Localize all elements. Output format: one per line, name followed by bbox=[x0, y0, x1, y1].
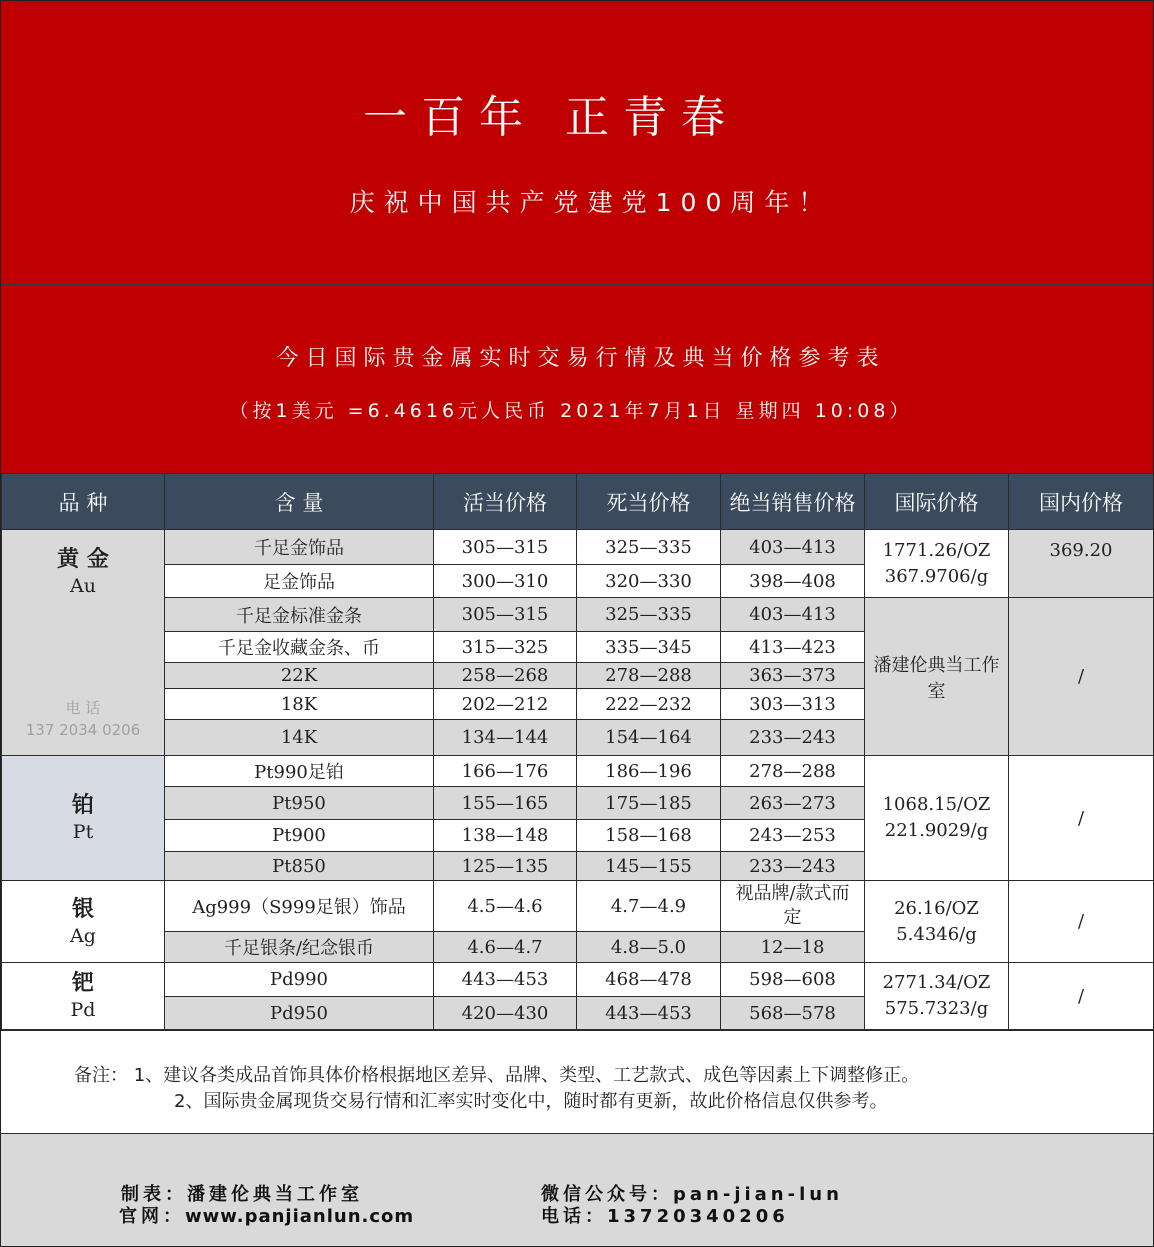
note-line-1: 备注： 1、建议各类成品首饰具体价格根据地区差异、品牌、类型、工艺款式、成色等因素上下调整修正。 bbox=[74, 1065, 920, 1086]
palladium-domestic-price: / bbox=[1009, 963, 1154, 1030]
website-link[interactable]: www.panjianlun.com bbox=[185, 1206, 415, 1227]
live-price: 258—268 bbox=[434, 663, 577, 689]
table-row bbox=[2, 881, 1154, 932]
live-price: 305—315 bbox=[434, 530, 577, 565]
palladium-intl-price-g: 575.7323/g bbox=[884, 998, 989, 1019]
silver-intl-price bbox=[865, 881, 1009, 963]
footer bbox=[1, 1134, 1153, 1246]
live-price: 443—453 bbox=[434, 963, 577, 997]
category-gold bbox=[2, 530, 165, 756]
dead-price: 325—335 bbox=[577, 598, 721, 632]
sale-price: 598—608 bbox=[721, 963, 865, 997]
dead-price: 325—335 bbox=[577, 530, 721, 565]
wechat-id: pan-jian-lun bbox=[673, 1184, 843, 1205]
live-price: 305—315 bbox=[434, 598, 577, 632]
platinum-name: 铂 bbox=[71, 793, 94, 818]
item-name: Pt950 bbox=[165, 787, 434, 820]
footer-website bbox=[119, 1202, 414, 1228]
dead-price: 222—232 bbox=[577, 689, 721, 720]
sale-price: 243—253 bbox=[721, 820, 865, 852]
gold-domestic-price: 369.20 bbox=[1009, 530, 1154, 598]
dead-price: 443—453 bbox=[577, 997, 721, 1030]
item-name: Pt850 bbox=[165, 852, 434, 881]
dead-price: 468—478 bbox=[577, 963, 721, 997]
category-platinum bbox=[2, 756, 165, 881]
palladium-intl-price bbox=[865, 963, 1009, 1030]
palladium-name: 钯 bbox=[71, 971, 94, 996]
exchange-rate-line: （按1美元 =6.4616元人民币 2021年7月1日 星期四 10:08） bbox=[229, 400, 913, 422]
col-header-live-pawn: 活当价格 bbox=[434, 474, 577, 530]
col-header-domestic-price: 国内价格 bbox=[1009, 474, 1154, 530]
item-name: 千足银条/纪念银币 bbox=[165, 932, 434, 963]
table-row bbox=[2, 756, 1154, 787]
dead-price: 145—155 bbox=[577, 852, 721, 881]
silver-symbol: Ag bbox=[70, 924, 96, 947]
col-header-dead-pawn: 死当价格 bbox=[577, 474, 721, 530]
live-price: 4.6—4.7 bbox=[434, 932, 577, 963]
item-name: 22K bbox=[165, 663, 434, 689]
dead-price: 154—164 bbox=[577, 720, 721, 756]
col-header-variety: 品 种 bbox=[2, 474, 165, 530]
palladium-intl-price-oz: 2771.34/OZ bbox=[882, 972, 991, 993]
gold-domestic-na: / bbox=[1009, 598, 1154, 756]
item-name: Pd950 bbox=[165, 997, 434, 1030]
dead-price: 4.8—5.0 bbox=[577, 932, 721, 963]
col-header-content: 含 量 bbox=[165, 474, 434, 530]
sale-price: 263—273 bbox=[721, 787, 865, 820]
silver-domestic-price: / bbox=[1009, 881, 1154, 963]
table-row bbox=[2, 530, 1154, 565]
sale-price: 233—243 bbox=[721, 720, 865, 756]
notes-section bbox=[1, 1030, 1153, 1134]
table-title: 今日国际贵金属实时交易行情及典当价格参考表 bbox=[276, 346, 886, 371]
silver-name: 银 bbox=[71, 896, 94, 922]
palladium-symbol: Pd bbox=[70, 999, 96, 1021]
sale-price: 视品牌/款式而定 bbox=[721, 881, 865, 932]
celebration-text: 庆祝中国共产党建党100周年！ bbox=[349, 188, 833, 217]
sale-price: 233—243 bbox=[721, 852, 865, 881]
sale-price: 398—408 bbox=[721, 565, 865, 598]
item-name: 足金饰品 bbox=[165, 565, 434, 598]
dead-price: 278—288 bbox=[577, 663, 721, 689]
item-name: Ag999（S999足银）饰品 bbox=[165, 881, 434, 932]
category-silver bbox=[2, 881, 165, 963]
slogan: 一百年 正青春 bbox=[363, 92, 739, 143]
category-palladium bbox=[2, 963, 165, 1030]
price-table bbox=[1, 473, 1154, 1030]
item-name: 千足金标准金条 bbox=[165, 598, 434, 632]
live-price: 4.5—4.6 bbox=[434, 881, 577, 932]
website-label: 官网： bbox=[119, 1206, 185, 1227]
platinum-intl-price-oz: 1068.15/OZ bbox=[882, 794, 991, 815]
footer-phone bbox=[541, 1202, 789, 1228]
live-price: 202—212 bbox=[434, 689, 577, 720]
footer-phone-number: 13720340206 bbox=[607, 1206, 789, 1227]
item-name: 18K bbox=[165, 689, 434, 720]
live-price: 420—430 bbox=[434, 997, 577, 1030]
platinum-intl-price bbox=[865, 756, 1009, 881]
silver-intl-price-oz: 26.16/OZ bbox=[894, 897, 979, 919]
table-row bbox=[2, 598, 1154, 632]
maker-name: 潘建伦典当工作室 bbox=[187, 1184, 363, 1205]
item-name: Pt900 bbox=[165, 820, 434, 852]
sale-price: 303—313 bbox=[721, 689, 865, 720]
dead-price: 320—330 bbox=[577, 565, 721, 598]
dead-price: 4.7—4.9 bbox=[577, 881, 721, 932]
gold-name: 黄 金 bbox=[57, 547, 109, 572]
live-price: 300—310 bbox=[434, 565, 577, 598]
gold-symbol: Au bbox=[70, 575, 96, 597]
live-price: 138—148 bbox=[434, 820, 577, 852]
dead-price: 158—168 bbox=[577, 820, 721, 852]
live-price: 315—325 bbox=[434, 632, 577, 663]
platinum-intl-price-g: 221.9029/g bbox=[884, 820, 989, 841]
live-price: 155—165 bbox=[434, 787, 577, 820]
dead-price: 335—345 bbox=[577, 632, 721, 663]
sale-price: 12—18 bbox=[721, 932, 865, 963]
sale-price: 413—423 bbox=[721, 632, 865, 663]
live-price: 125—135 bbox=[434, 852, 577, 881]
item-name: 千足金饰品 bbox=[165, 530, 434, 565]
watermark: 潘建伦典当工作室 bbox=[865, 598, 1009, 756]
note-line-2: 2、国际贵金属现货交易行情和汇率实时变化中，随时都有更新，故此价格信息仅供参考。 bbox=[174, 1091, 888, 1112]
item-name: 14K bbox=[165, 720, 434, 756]
phone-label: 电 话 bbox=[65, 699, 101, 717]
item-name: Pd990 bbox=[165, 963, 434, 997]
platinum-symbol: Pt bbox=[72, 821, 94, 843]
sale-price: 568—578 bbox=[721, 997, 865, 1030]
phone-number: 137 2034 0206 bbox=[25, 721, 141, 739]
silver-intl-price-g: 5.4346/g bbox=[896, 923, 977, 945]
platinum-domestic-price: / bbox=[1009, 756, 1154, 881]
col-header-intl-price: 国际价格 bbox=[865, 474, 1009, 530]
table-header-row bbox=[2, 474, 1154, 530]
gold-intl-price-oz: 1771.26/OZ bbox=[882, 539, 991, 561]
wechat-label: 微信公众号： bbox=[541, 1184, 673, 1205]
sale-price: 278—288 bbox=[721, 756, 865, 787]
sale-price: 363—373 bbox=[721, 663, 865, 689]
sale-price: 403—413 bbox=[721, 598, 865, 632]
item-name: 千足金收藏金条、币 bbox=[165, 632, 434, 663]
footer-phone-label: 电话： bbox=[541, 1206, 607, 1227]
title-banner bbox=[1, 285, 1153, 473]
live-price: 166—176 bbox=[434, 756, 577, 787]
item-name: Pt990足铂 bbox=[165, 756, 434, 787]
sale-price: 403—413 bbox=[721, 530, 865, 565]
table-row bbox=[2, 963, 1154, 997]
dead-price: 175—185 bbox=[577, 787, 721, 820]
gold-intl-price bbox=[865, 530, 1009, 598]
maker-label: 制表： bbox=[121, 1184, 187, 1205]
live-price: 134—144 bbox=[434, 720, 577, 756]
col-header-forfeit-sale: 绝当销售价格 bbox=[721, 474, 865, 530]
dead-price: 186—196 bbox=[577, 756, 721, 787]
gold-intl-price-g: 367.9706/g bbox=[884, 565, 989, 587]
